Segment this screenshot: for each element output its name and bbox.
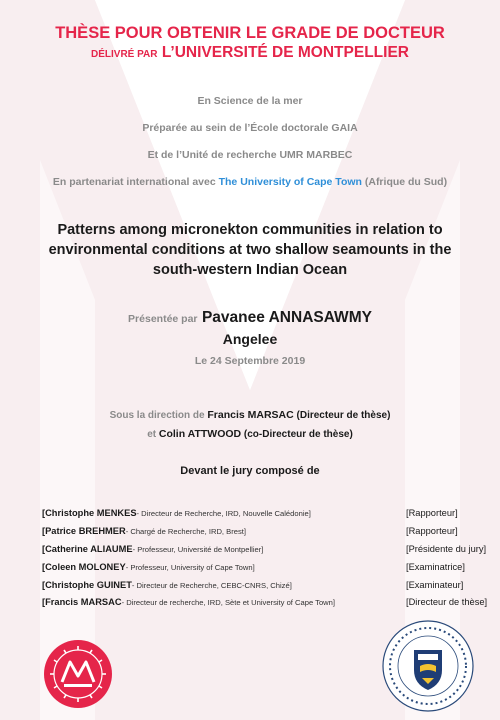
codirector-role: (co-Directeur de thèse) (243, 429, 353, 440)
partnership-line (0, 176, 500, 188)
partnership-prefix: En partenariat international avec (52, 176, 216, 188)
presented-by-label: Présentée par (128, 313, 198, 325)
jury-member-desc: - Directeur de Recherche, IRD, Nouvelle Calédonie] (136, 509, 311, 518)
director-line (0, 409, 500, 421)
thesis-title-line2: environmental conditions at two shallow seamounts in the (48, 242, 452, 258)
header-line2-big: L’UNIVERSITÉ DE MONTPELLIER (161, 44, 409, 61)
jury-member-desc: - Professeur, University of Cape Town] (125, 563, 255, 572)
direction-prefix: Sous la direction de (109, 410, 205, 421)
jury-member-name: [Christophe MENKES (42, 508, 137, 518)
jury-member-role: [Examinateur] (406, 580, 464, 590)
university-cape-town-logo-icon (380, 618, 476, 714)
jury-member-role: [Directeur de thèse] (406, 597, 488, 607)
author-middle-name: Angelee (222, 331, 278, 347)
jury-member-role: [Examinatrice] (406, 562, 465, 572)
universite-montpellier-logo-icon (42, 638, 114, 710)
jury-heading: Devant le jury composé de (180, 465, 320, 477)
header-line1: THÈSE POUR OBTENIR LE GRADE DE DOCTEUR (55, 24, 445, 42)
jury-member-name: [Patrice BREHMER (42, 526, 126, 536)
jury-member-row (0, 597, 500, 611)
author-line (0, 309, 500, 327)
jury-member-desc: - Chargé de Recherche, IRD, Brest] (125, 527, 246, 536)
jury-member-role: [Rapporteur] (406, 526, 458, 536)
director-role: (Directeur de thèse) (296, 410, 391, 421)
jury-member-name: [Coleen MOLONEY (42, 562, 126, 572)
defense-date: Le 24 Septembre 2019 (194, 355, 306, 367)
doctoral-school: Préparée au sein de l’École doctorale GAIA (142, 122, 358, 134)
jury-member-desc: - Professeur, Université de Montpellier] (132, 545, 264, 554)
jury-member-role: [Présidente du jury] (406, 544, 487, 554)
jury-member-role: [Rapporteur] (406, 508, 458, 518)
partnership-suffix: (Afrique du Sud) (364, 176, 448, 188)
jury-member-desc: - Directeur de Recherche, CEBC-CNRS, Chizé] (131, 581, 292, 590)
jury-member-name: [Francis MARSAC (42, 597, 122, 607)
director-name: Francis MARSAC (207, 409, 294, 421)
thesis-title-line3: south-western Indian Ocean (152, 262, 348, 278)
partner-link[interactable]: The University of Cape Town (218, 176, 362, 188)
jury-member-row (0, 526, 500, 540)
jury-member-row (0, 562, 500, 576)
thesis-title-line1: Patterns among micronekton communities in relation to (57, 222, 443, 238)
header-line2-small: DÉLIVRÉ PAR (91, 49, 158, 60)
research-unit: Et de l’Unité de recherche UMR MARBEC (147, 149, 353, 161)
jury-member-name: [Catherine ALIAUME (42, 544, 133, 554)
jury-member-desc: - Directeur de recherche, IRD, Sète et University of Cape Town] (121, 598, 335, 607)
jury-member-row (0, 544, 500, 558)
header-line2 (0, 44, 500, 62)
jury-member-name: [Christophe GUINET (42, 580, 132, 590)
jury-member-row (0, 508, 500, 522)
jury-member-row (0, 580, 500, 594)
codirector-prefix: et (147, 429, 157, 440)
author-name: Pavanee ANNASAWMY (201, 309, 372, 326)
science-field: En Science de la mer (197, 95, 303, 107)
codirector-name: Colin ATTWOOD (158, 428, 242, 440)
codirector-line (0, 428, 500, 440)
